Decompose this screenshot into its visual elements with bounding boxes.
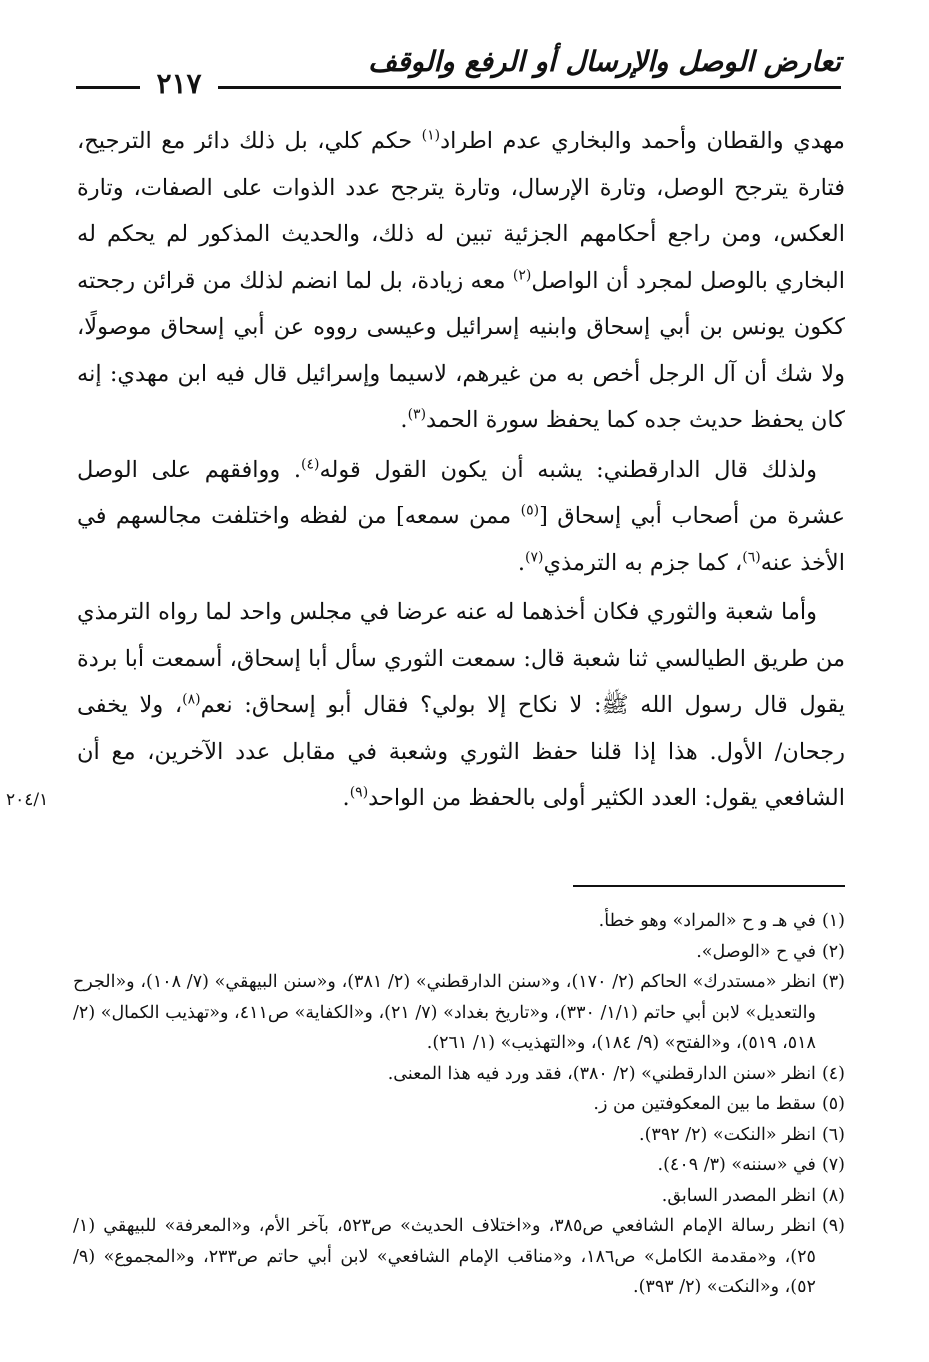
footnote-text: في ح «الوصل». [696,941,816,962]
footnote-text: انظر «مستدرك» الحاكم (٢/ ١٧٠)، و«سنن الدارقطني» (٢/ ٣٨١)، و«سنن البيهقي» (٧/ ١٠٨)، و«الجرح والتعديل» لابن أبي حاتم (١/١/ ٣٣٠)، و«تاريخ بغداد» (٧/ ٢١)، و«الكفاية» ص٤١١، و«تهذيب الكمال» (٢/ ٥١٨، ٥١٩)، و«الفتح» (٩/ ١٨٤)، و«التهذيب» (١/ ٢٦١). [73,972,816,1053]
footnote-text: سقط ما بين المعكوفتين من ز. [593,1094,816,1114]
footnote-ref-2: (٢) [512,267,532,283]
paragraph-1 [77,118,845,444]
footnote-text: في «سننه» (٣/ ٤٠٩). [657,1155,816,1175]
footnote-item [73,1181,845,1212]
margin-manuscript-note: ٢٠٤/١ [6,790,49,810]
footnote-text: انظر «النكت» (٢/ ٣٩٢). [639,1124,816,1145]
footnote-number: (٩) [821,1216,845,1236]
footnote-ref-3: (٣) [407,406,427,423]
paragraph-1-text-3: معه زيادة، بل لما انضم لذلك من قرائن رجحته ككون يونس بن أبي إسحاق وابنيه إسرائيل وعيسى رووه عن أبي إسحاق موصولًا، ولا شك أن آل الرجل أخص به من غيرهم، لاسيما وإسرائيل قال فيه ابن مهدي: إنه كان يحفظ حديث جده كما يحفظ سورة الحمد [77,267,845,433]
footnote-number: (٤) [821,1063,845,1084]
footnote-ref-4: (٤) [300,456,320,472]
footnote-ref-7: (٧) [525,549,544,565]
paragraph-2-text-1: ولذلك قال الدارقطني: يشبه أن يكون القول قوله [319,456,818,483]
footnote-item [73,967,845,1059]
footnote-number: (٢) [821,941,845,962]
footnote-ref-1: (١) [421,127,441,144]
footnote-number: (١) [821,911,845,931]
footnote-item [73,937,845,968]
footnote-item [73,1120,845,1151]
footnote-number: (٦) [821,1124,845,1145]
paragraph-1-text-4: . [400,407,408,433]
paragraph-1-text-2: حكم كلي، بل ذلك دائر مع الترجيح، فتارة يترجح الوصل، وتارة الإرسال، وتارة يترجح عدد الذوات على الصفات، وتارة العكس، ومن راجع أحكامهم الجزئية تبين له ذلك، والحديث المذكور لم يحكم له البخاري بالوصل لمجرد أن الواصل [77,128,846,294]
footnote-text: انظر «سنن الدارقطني» (٢/ ٣٨٠)، فقد ورد فيه هذا المعنى. [387,1063,816,1084]
paragraph-2-text-4: ، كما جزم به الترمذي [543,549,743,576]
paragraph-2 [77,447,845,587]
paragraph-2-text-3: ممن سمعه] من لفظه واختلفت مجالسهم في الأخذ عنه [77,503,845,576]
footnote-item [73,1150,845,1181]
footnote-item [73,1089,845,1120]
footnote-ref-8: (٨) [182,691,201,708]
footnote-item [73,1059,845,1090]
running-header-title: تعارض الوصل والإرسال أو الرفع والوقف [368,45,841,78]
footnote-number: (٣) [821,972,845,992]
footnote-ref-9: (٩) [349,784,369,801]
paragraph-2-text-5: . [517,549,526,576]
footnote-number: (٧) [821,1155,845,1175]
paragraph-1-text-1: مهدي والقطان وأحمد والبخاري عدم اطراد [440,128,845,154]
paragraph-3 [77,589,845,822]
footnote-number: (٥) [821,1094,845,1114]
paragraph-2-text-2: . ووافقهم على الوصل عشرة من أصحاب أبي إسحاق [ [77,456,846,529]
footnote-text: في هـ و ح «المراد» وهو خطأ. [598,911,816,931]
footnote-text: انظر المصدر السابق. [661,1185,816,1206]
footnote-number: (٨) [821,1185,845,1206]
paragraph-3-text-3: . [342,785,350,811]
footnote-item [73,906,845,937]
page-number: ٢١٧ [140,64,218,104]
paragraph-3-text-2: ، ولا يخفى رجحان/ الأول. هذا إذا قلنا حفظ الثوري وشعبة في مقابل عدد الآخرين، مع أن الشافعي يقول: العدد الكثير أولى بالحفظ من الواحد [77,692,845,811]
main-text [77,118,845,822]
footnote-item [73,1211,845,1303]
footnote-separator [573,885,845,887]
footnote-ref-5: (٥) [520,502,540,519]
footnote-ref-6: (٦) [742,549,761,565]
footnotes-list [73,906,845,1303]
footnote-text: انظر رسالة الإمام الشافعي ص٣٨٥، و«اختلاف الحديث» ص٥٢٣، بآخر الأم، و«المعرفة» للبيهقي (١/ ٢٥)، و«مقدمة الكامل» ص١٨٦، و«مناقب الإمام الشافعي» لابن أبي حاتم ص٢٣٣، و«المجموع» (٩/ ٥٢)، و«النكت» (٢/ ٣٩٣). [73,1216,816,1297]
paragraph-3-text-1: وأما شعبة والثوري فكان أخذهما له عنه عرضا في مجلس واحد لما رواه الترمذي من طريق الطيالسي ثنا شعبة قال: سمعت الثوري سأل أبا إسحاق، أسمعت أبا بردة يقول قال رسول الله ﷺ: لا نكاح إلا بولي؟ فقال أبو إسحاق: نعم [77,599,846,718]
